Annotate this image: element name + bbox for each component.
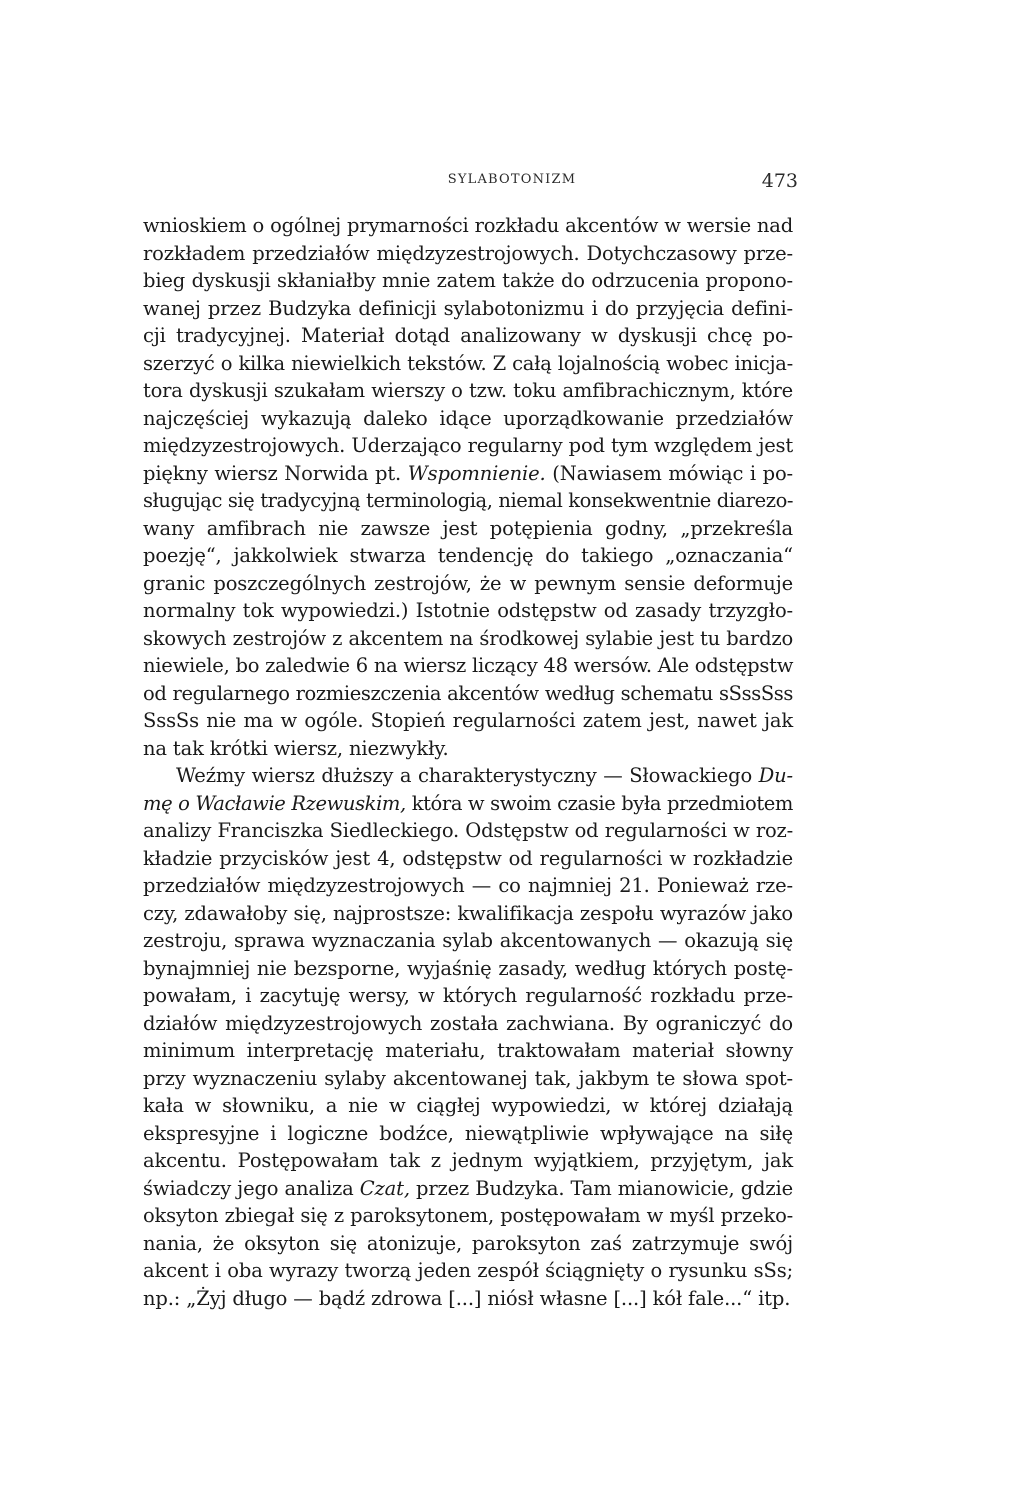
text-line <box>143 460 793 488</box>
text-line: działów międzyzestrojowych została zachwiana. By ograniczyć do <box>143 1011 793 1035</box>
text-run: (Nawiasem mówiąc i po- <box>545 461 793 485</box>
text-run: piękny wiersz Norwida pt. <box>143 461 408 485</box>
title-wspomnienie: Wspomnienie. <box>407 461 546 485</box>
text-run: która w swoim czasie była przedmiotem <box>405 791 793 815</box>
text-line <box>143 762 793 790</box>
text-line: normalny tok wypowiedzi.) Istotnie odstępstw od zasady trzyzgło- <box>143 599 793 622</box>
text-line: powałam, i zacytuję wersy, w których regularność rozkładu prze- <box>143 984 793 1007</box>
title-duma-part1: Du- <box>758 764 793 787</box>
body-text <box>143 212 793 1312</box>
text-line: skowych zestrojów z akcentem na środkowej sylabie jest tu bardzo <box>143 626 793 650</box>
text-line: kładzie przycisków jest 4, odstępstw od regularności w rozkładzie <box>143 846 793 870</box>
text-line: akcent i oba wyrazy tworzą jeden zespół ściągnięty o rysunku sSs; <box>143 1259 793 1282</box>
text-line: zestroju, sprawa wyznaczania sylab akcentowanych — okazują się <box>143 929 793 952</box>
text-line: wnioskiem o ogólnej prymarności rozkładu akcentów w wersie nad <box>143 214 793 237</box>
text-line: od regularnego rozmieszczenia akcentów według schematu sSssSss <box>143 681 793 705</box>
text-line: minimum interpretację materiału, traktowałam materiał słowny <box>143 1039 793 1062</box>
text-line-last: np.: „Żyj długo — bądź zdrowa [...] niósł własne [...] kół fale...“ itp. <box>143 1286 791 1310</box>
text-line: rozkładem przedziałów międzyzestrojowych. Dotychczasowy prze- <box>143 241 793 265</box>
text-line: bieg dyskusji skłaniałby mnie zatem także do odrzucenia propono- <box>143 269 793 292</box>
text-line: międzyzestrojowych. Uderzająco regularny pod tym względem jest <box>143 434 793 457</box>
text-line: najczęściej wykazują daleko idące uporządkowanie przedziałów <box>143 406 793 430</box>
text-line: cji tradycyjnej. Materiał dotąd analizowany w dyskusji chcę po- <box>143 324 793 347</box>
text-line: akcentu. Postępowałam tak z jednym wyjątkiem, przyjętym, jak <box>143 1149 793 1172</box>
text-line: szerzyć o kilka niewielkich tekstów. Z całą lojalnością wobec inicja- <box>143 351 793 375</box>
text-line: nania, że oksyton się atonizuje, paroksyton zaś zatrzymuje swój <box>143 1231 793 1255</box>
text-line: SssSs nie ma w ogóle. Stopień regularności zatem jest, nawet jak <box>143 709 793 732</box>
text-line: czy, zdawałoby się, najprostsze: kwalifikacja zespołu wyrazów jako <box>143 901 793 925</box>
text-line <box>143 790 793 818</box>
text-run: Weźmy wiersz dłuższy a charakterystyczny — Słowackiego <box>176 764 759 787</box>
paragraph-2 <box>143 762 793 1312</box>
text-line: granic poszczególnych zestrojów, że w pewnym sensie deformuje <box>143 571 793 595</box>
text-line: wany amfibrach nie zawsze jest potępienia godny, „przekreśla <box>143 516 793 540</box>
text-line: poezję“, jakkolwiek stwarza tendencję do takiego „oznaczania“ <box>143 544 793 567</box>
title-czat: Czat, <box>359 1176 410 1200</box>
text-line: tora dyskusji szukałam wierszy o tzw. toku amfibrachicznym, które <box>143 379 793 402</box>
paragraph-1 <box>143 212 793 762</box>
title-duma-part2: mę o Wacławie Rzewuskim, <box>143 791 406 815</box>
text-line <box>143 1175 793 1203</box>
text-line: analizy Franciszka Siedleckiego. Odstępstw od regularności w roz- <box>143 819 793 842</box>
text-line-last: na tak krótki wiersz, niezwykły. <box>143 736 449 760</box>
text-line: kała w słowniku, a nie w ciągłej wypowiedzi, w której działają <box>143 1094 793 1117</box>
text-line: bynajmniej nie bezsporne, wyjaśnię zasady, według których postę- <box>143 956 793 980</box>
text-line: ekspresyjne i logiczne bodźce, niewątpliwie wpływające na siłę <box>143 1121 793 1145</box>
text-run: świadczy jego analiza <box>143 1176 360 1200</box>
text-line: wanej przez Budzyka definicji sylabotonizmu i do przyjęcia defini- <box>143 296 793 320</box>
text-line: niewiele, bo zaledwie 6 na wiersz liczący 48 wersów. Ale odstępstw <box>143 654 794 677</box>
running-title: SYLABOTONIZM <box>447 172 577 187</box>
text-line: oksyton zbiegał się z paroksytonem, postępowałam w myśl przeko- <box>143 1204 793 1227</box>
page-number: 473 <box>761 170 798 192</box>
running-head <box>0 166 1024 194</box>
text-run: przez Budzyka. Tam mianowicie, gdzie <box>409 1176 793 1200</box>
text-line: przedziałów międzyzestrojowych — co najmniej 21. Ponieważ rze- <box>143 874 793 897</box>
text-line: przy wyznaczeniu sylaby akcentowanej tak, jakbym te słowa spot- <box>143 1066 793 1090</box>
text-line: sługując się tradycyjną terminologią, niemal konsekwentnie diarezo- <box>143 489 793 512</box>
